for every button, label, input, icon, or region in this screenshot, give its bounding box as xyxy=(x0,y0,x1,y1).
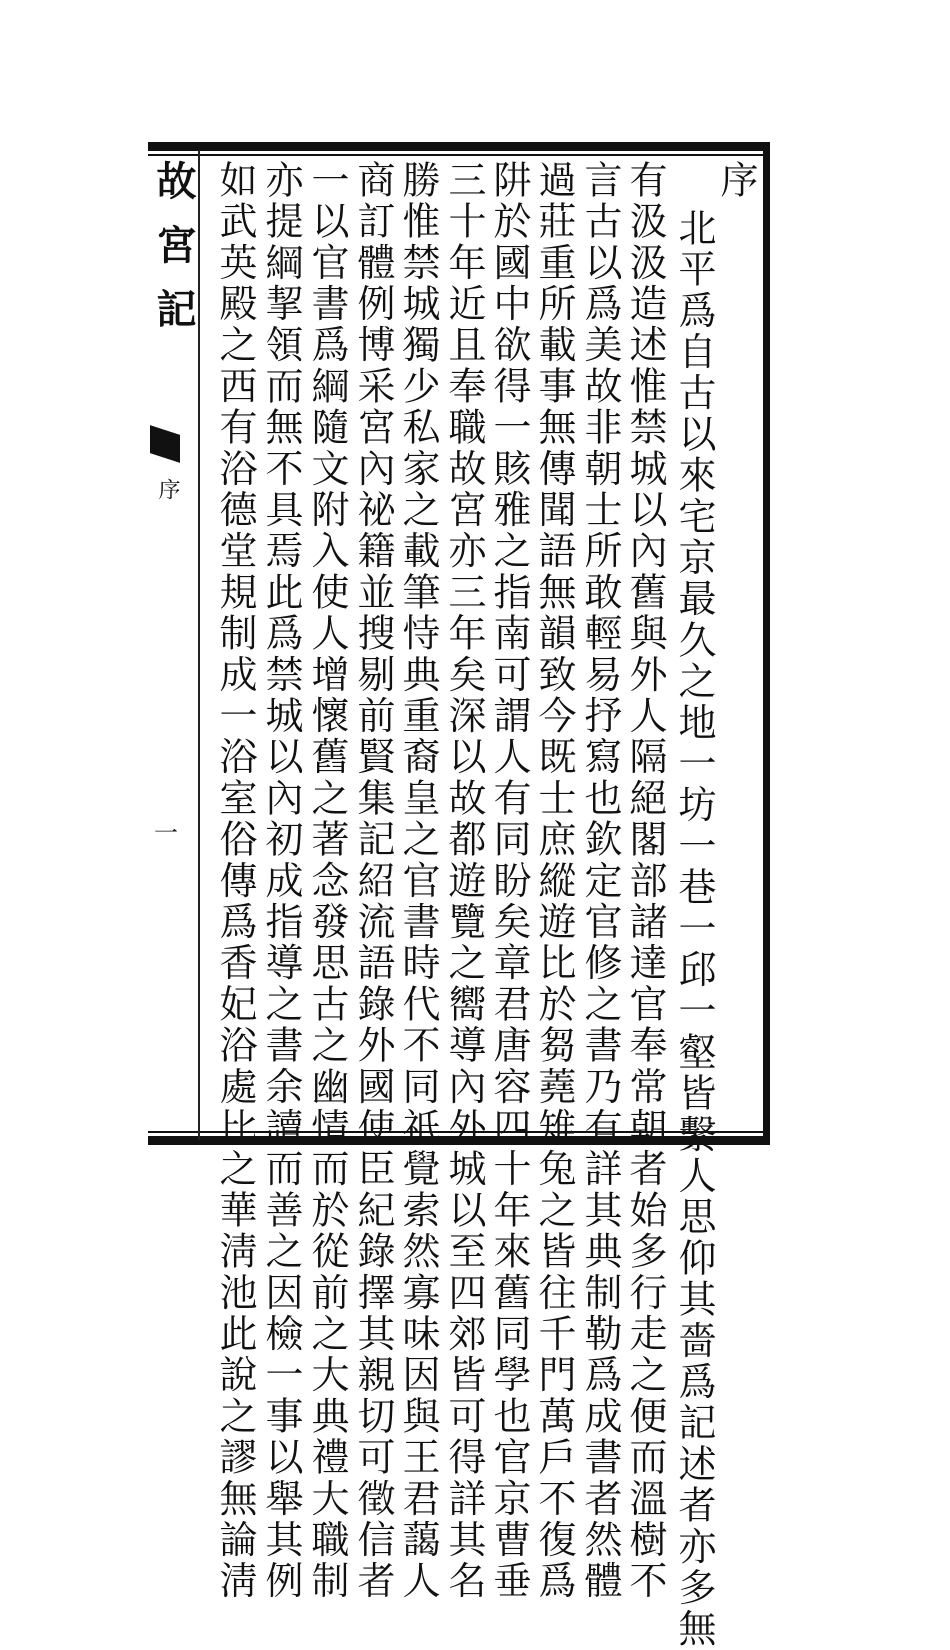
text-column-6: 三十年近且奉職故宮亦三年矣深以故都遊覽之嚮導內外城以至四郊皆可得詳其名 xyxy=(442,160,486,1602)
preface-heading: 序 xyxy=(714,160,758,198)
right-border xyxy=(763,142,770,1145)
text-column-10: 亦提綱挈領而無不具焉此爲禁城以內初成指導之書余讀而善之因檢一事以舉其例 xyxy=(259,160,303,1602)
spine-page-number: 一 xyxy=(154,819,178,847)
text-column-8: 商訂體例博采宮內祕籍並搜剔前賢集記紹流語錄外國使臣紀錄擇其親切可徵信者 xyxy=(351,160,395,1602)
text-column-7: 勝惟禁城獨少私家之載筆恃典重裔皇之官書時代不同祇覺索然寡味因與王君藹人 xyxy=(396,160,440,1602)
top-border-inner xyxy=(148,154,770,156)
spine-book-title: 故宮記 xyxy=(150,160,197,352)
text-column-2: 有汲汲造述惟禁城以內舊與外人隔絕閣部諸達官奉常朝者始多行走之便而溫樹不 xyxy=(623,160,667,1602)
text-column-9: 一以官書爲綱隨文附入使人增懷舊之著念發思古之幽情而於從前之大典禮大職制 xyxy=(305,160,349,1602)
gutter-line xyxy=(198,150,200,1140)
text-column-5: 阱於國中欲得一賅雅之指南可謂人有同盼矣章君唐容四十年來舊同學也官京曹垂 xyxy=(487,160,531,1602)
text-column-3: 言古以爲美故非朝士所敢輕易抒寫也欽定官修之書乃有詳其典制勒爲成書者然體 xyxy=(578,160,622,1602)
spine-section-label: 序 xyxy=(155,478,180,500)
text-column-4: 過莊重所載事無傳聞語無韻致今既士庶縱遊比於芻蕘雉兔之皆往千門萬戶不復爲 xyxy=(532,160,576,1602)
text-column-1: 北平爲自古以來宅京最久之地一坊一巷一邱一壑皆繫人思仰其嗇爲記述者亦多無 xyxy=(672,208,716,1650)
text-column-11: 如武英殿之西有浴德堂規制成一浴室俗傳爲香妃浴處比之華淸池此說之謬無論淸 xyxy=(213,160,257,1602)
fishtail-mark xyxy=(150,425,180,463)
top-border xyxy=(148,142,770,151)
